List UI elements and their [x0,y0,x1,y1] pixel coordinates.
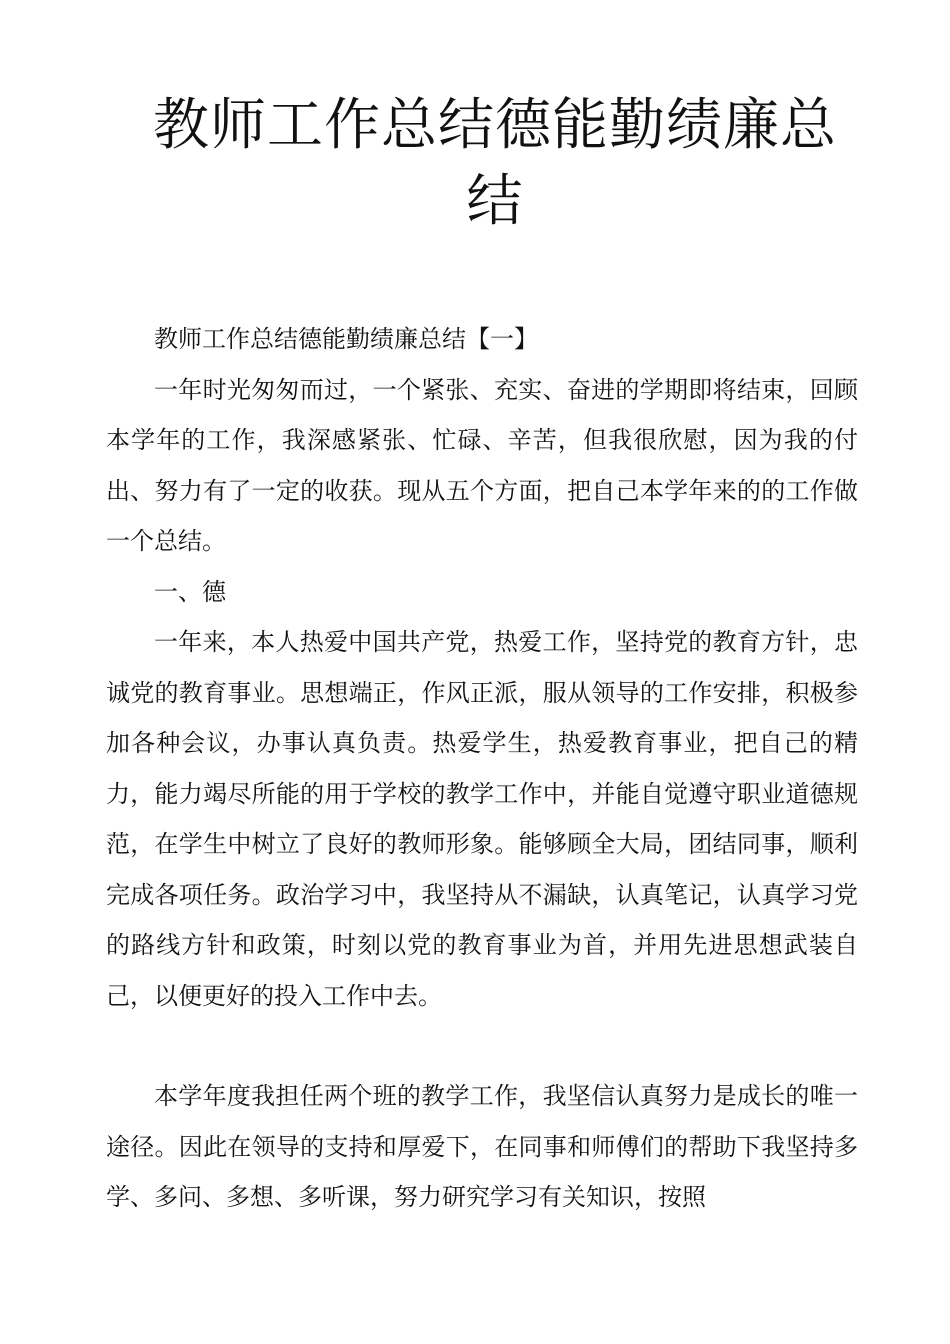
intro-paragraph: 一年时光匆匆而过，一个紧张、充实、奋进的学期即将结束，回顾本学年的工作，我深感紧张、忙碌、辛苦，但我很欣慰，因为我的付出、努力有了一定的收获。现从五个方面，把自己本学年来的的工作做一个总结。 [106,375,858,555]
de-paragraph: 一年来，本人热爱中国共产党，热爱工作，坚持党的教育方针，忠诚党的教育事业。思想端正，作风正派，服从领导的工作安排，积极参加各种会议，办事认真负责。热爱学生，热爱教育事业，把自己的精力，能力竭尽所能的用于学校的教学工作中，并能自觉遵守职业道德规范，在学生中树立了良好的教师形象。能够顾全大局，团结同事，顺利完成各项任务。政治学习中，我坚持从不漏缺，认真笔记，认真学习党的路线方针和政策，时刻以党的教育事业为首，并用先进思想武装自己，以便更好的投入工作中去。 [106,628,858,1010]
document-title: 教师工作总结德能勤绩廉总结 [153,93,837,234]
document-body [106,314,858,1223]
section-heading-de: 一、德 [154,577,226,606]
section-heading-1: 教师工作总结德能勤绩廉总结【一】 [154,325,538,353]
teaching-paragraph: 本学年度我担任两个班的教学工作，我坚信认真努力是成长的唯一途径。因此在领导的支持和厚爱下，在同事和师傅们的帮助下我坚持多学、多问、多想、多听课，努力研究学习有关知识，按照 [106,1082,858,1211]
